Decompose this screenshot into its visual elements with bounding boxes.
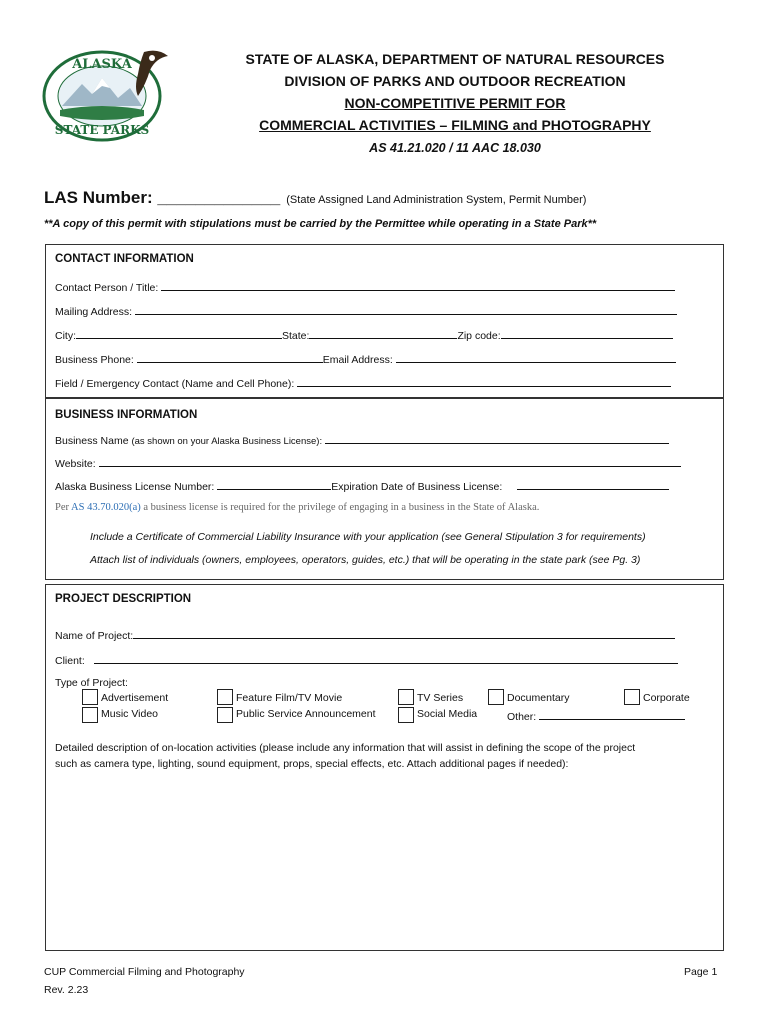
documentary-label: Documentary [507,692,570,704]
header-line2: DIVISION OF PARKS AND OUTDOOR RECREATION [284,73,626,89]
emergency-row: Field / Emergency Contact (Name and Cell Phone): [55,375,671,390]
phone-row: Business Phone: Email Address: [55,351,676,366]
las-label: LAS Number [44,188,147,207]
state-field[interactable] [309,327,457,339]
client-field[interactable] [94,652,678,664]
footer-rev: Rev. 2.23 [44,984,89,996]
business-name-field[interactable] [325,432,669,444]
business-section [45,398,724,580]
las-number [44,188,586,208]
phone-field[interactable] [137,351,323,363]
permit-notice: **A copy of this permit with stipulations must be carried by the Permittee while operating in a State Park** [44,218,597,230]
psa-checkbox[interactable] [217,707,233,723]
expiration-field[interactable] [517,478,669,490]
license-law-row: Per AS 43.70.020(a) a business license is required for the privilege of engaging in a business in the State of Alaska. [55,502,540,513]
business-title: BUSINESS INFORMATION [55,409,198,421]
other-field[interactable] [539,708,685,720]
contact-section [45,244,724,398]
contact-person-row: Contact Person / Title: [55,279,675,294]
logo-top-text: ALASKA [72,57,132,72]
client-row: Client: [55,652,678,667]
city-row: City: State: Zip code: [55,327,673,342]
license-row: Alaska Business License Number: Expiration Date of Business License: [55,478,669,493]
advertisement-checkbox[interactable] [82,689,98,705]
social-media-label: Social Media [417,708,478,720]
tv-series-checkbox[interactable] [398,689,414,705]
header-line5: AS 41.21.020 / 11 AAC 18.030 [369,141,541,155]
emergency-field[interactable] [297,375,671,387]
alaska-state-parks-logo [40,44,180,144]
music-video-label: Music Video [101,708,159,720]
insurance-note: Include a Certificate of Commercial Liability Insurance with your application (see General Stipulation 3 for requirements) [90,531,646,543]
social-media-checkbox[interactable] [398,707,414,723]
project-section [45,584,724,951]
description-line1: Detailed description of on-location activities (please include any information that will assist in defining the scope of the project [55,742,636,754]
mailing-field[interactable] [135,303,677,315]
feature-film-checkbox[interactable] [217,689,233,705]
description-area[interactable] [55,777,715,941]
corporate-checkbox[interactable] [624,689,640,705]
other-row: Other: [507,708,685,723]
zip-field[interactable] [501,327,673,339]
footer-form-name: CUP Commercial Filming and Photography [44,966,245,978]
city-field[interactable] [76,327,282,339]
email-field[interactable] [396,351,676,363]
tv-series-label: TV Series [417,692,464,704]
logo-bottom-text: STATE PARKS [54,123,150,137]
business-name-row: Business Name (as shown on your Alaska Business License): [55,432,669,447]
project-name-row: Name of Project: [55,627,675,642]
license-field[interactable] [217,478,331,490]
project-name-field[interactable] [133,627,675,639]
header-line3: NON-COMPETITIVE PERMIT FOR [344,95,566,111]
corporate-label: Corporate [643,692,690,704]
website-field[interactable] [99,455,681,467]
mailing-row: Mailing Address: [55,303,677,318]
project-type-label: Type of Project: [55,677,128,689]
header-line1: STATE OF ALASKA, DEPARTMENT OF NATURAL RESOURCES [245,51,665,67]
documentary-checkbox[interactable] [488,689,504,705]
header-line4: COMMERCIAL ACTIVITIES – FILMING and PHOTOGRAPHY [259,117,651,133]
description-line2: such as camera type, lighting, sound equipment, props, special effects, etc. Attach additional pages if needed): [55,758,569,770]
advertisement-label: Advertisement [101,692,169,704]
attach-note: Attach list of individuals (owners, employees, operators, guides, etc.) that will be operating in the state park (see Pg. 3) [90,554,641,566]
contact-title: CONTACT INFORMATION [55,253,194,265]
website-row: Website: [55,455,681,470]
music-video-checkbox[interactable] [82,707,98,723]
psa-label: Public Service Announcement [236,708,376,720]
project-title: PROJECT DESCRIPTION [55,593,192,605]
footer-page: Page 1 [684,966,718,978]
contact-person-field[interactable] [161,279,675,291]
statute-link[interactable]: AS 43.70.020(a) [71,502,141,513]
feature-film-label: Feature Film/TV Movie [236,692,343,704]
las-field[interactable]: : _____________ [146,188,281,207]
las-note: (State Assigned Land Administration System, Permit Number) [286,194,587,206]
